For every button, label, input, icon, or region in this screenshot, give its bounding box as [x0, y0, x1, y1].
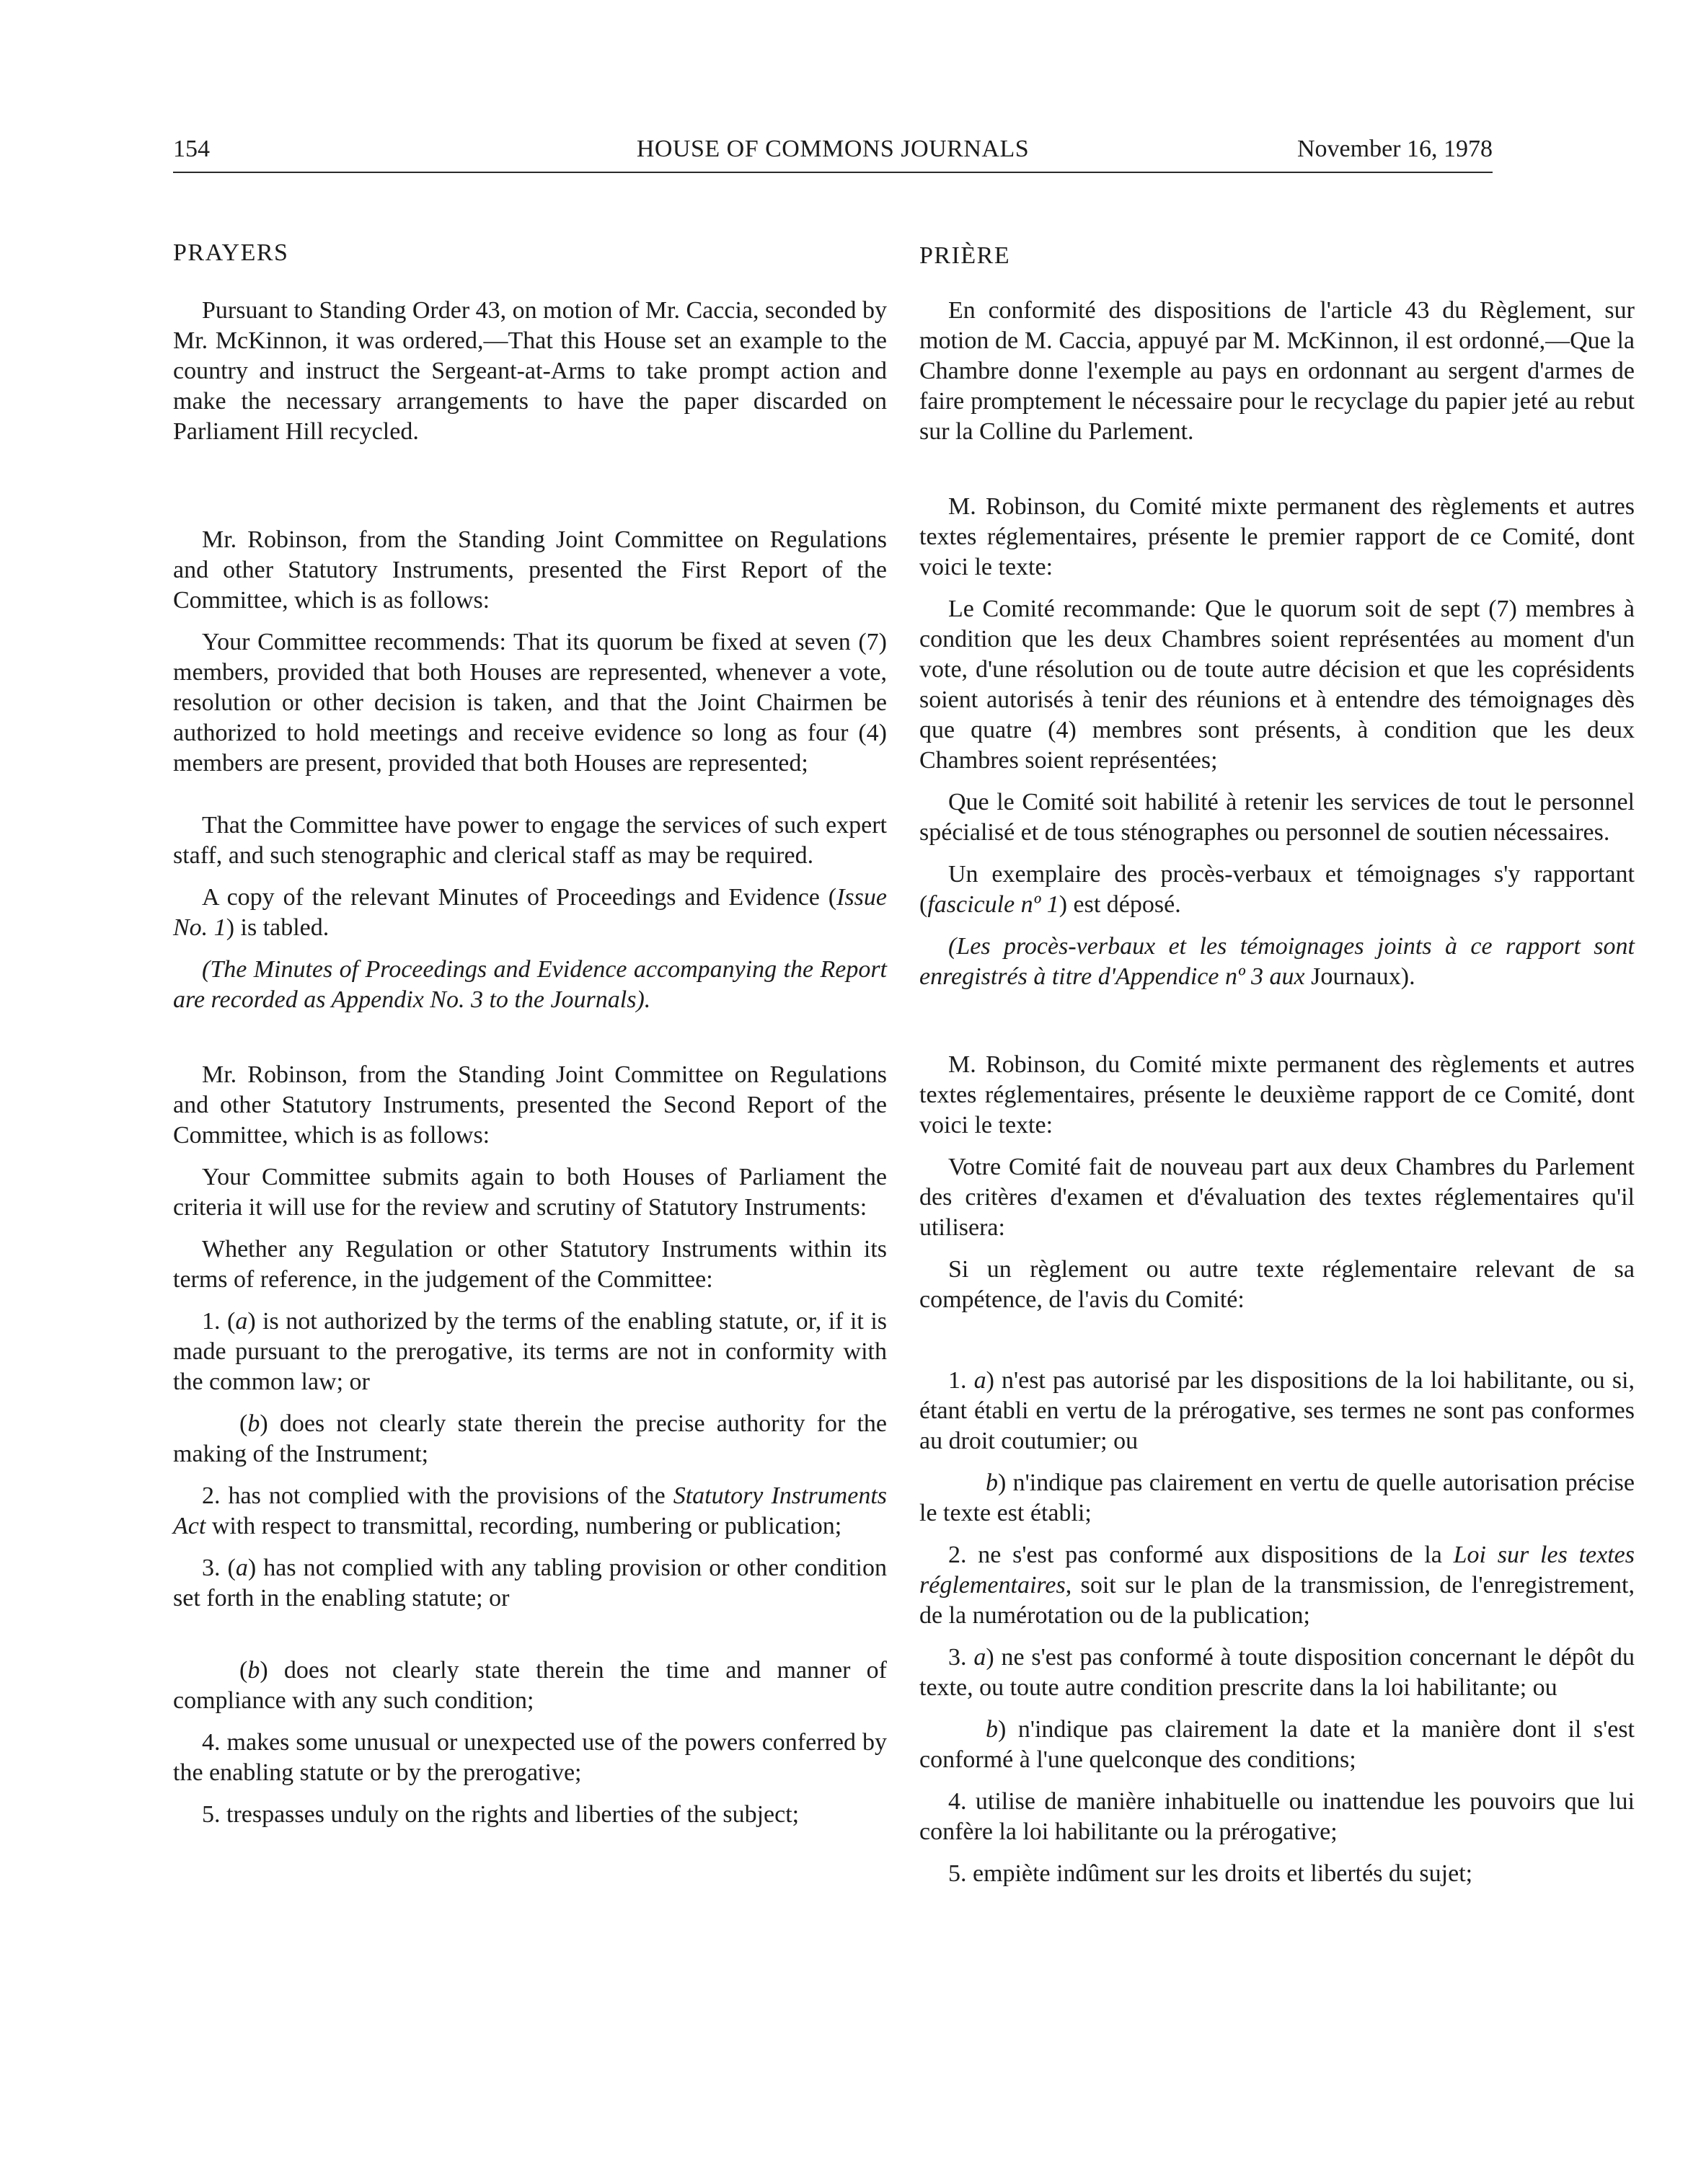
deuxieme-rapport-intro: M. Robinson, du Comité mixte permanent des règlements et autres textes réglementaires, présente le deuxième rapport de ce Comité, dont voici le texte:	[919, 1051, 1635, 1139]
depose-fascicule: fascicule nº 1	[927, 891, 1059, 918]
criterion-1a-text: ) is not authorized by the terms of the enabling statute, or, if it is made pursuant to the prerogative, its terms are not in conformity with the common law; or	[173, 1308, 887, 1395]
appendice-text-a: (Les procès-verbaux et les témoignages joints à ce rapport sont enregistrés à titre d'Appendice nº 3 aux	[919, 933, 1635, 990]
critere-2-text-a: 2. ne s'est pas conformé aux dispositions de la	[948, 1542, 1454, 1568]
critere-3b-text: ) n'indique pas clairement la date et la manière dont il s'est conformé à l'une quelconque des conditions;	[919, 1716, 1635, 1773]
criterion-2-text-b: with respect to transmittal, recording, numbering or publication;	[206, 1513, 842, 1539]
critere-3b	[919, 1715, 1635, 1775]
prayers-motion: Pursuant to Standing Order 43, on motion of Mr. Caccia, seconded by Mr. McKinnon, it was ordered,—That this House set an example to the country and instruct the Sergeant-at-Arms to take prompt action and make the necessary arrangements to have the paper discarded on Parliament Hill recycled.	[173, 297, 887, 445]
first-report-tabled	[173, 883, 887, 943]
criterion-3a	[173, 1553, 887, 1614]
section-heading-prayers: PRAYERS	[173, 239, 289, 266]
second-report-whether: Whether any Regulation or other Statutory Instruments within its terms of reference, in the judgement of the Committee:	[173, 1236, 887, 1293]
appendice-journaux: Journaux	[1311, 963, 1401, 990]
first-report-quorum: Your Committee recommends: That its quorum be fixed at seven (7) members, provided that both Houses are represented, whenever a vote, resolution or other decision is taken, and that the Joint Chairmen be authorized to hold meetings and receive evidence so long as four (4) members are present, provided that both Houses are represented;	[173, 629, 887, 777]
premier-rapport-intro: M. Robinson, du Comité mixte permanent des règlements et autres textes réglementaires, présente le premier rapport de ce Comité, dont voici le texte:	[919, 493, 1635, 580]
second-report-criteria: Your Committee submits again to both Houses of Parliament the criteria it will use for the review and scrutiny of Statutory Instruments:	[173, 1164, 887, 1221]
critere-2-text-b: , soit sur le plan de la transmission, de l'enregistrement, de la numérotation ou de la publication;	[919, 1572, 1635, 1629]
critere-2-loi: Loi sur les textes réglementaires	[919, 1542, 1635, 1599]
criterion-1b-label: (	[239, 1410, 248, 1437]
depose-text-a: Un exemplaire des procès-verbaux et témoignages s'y rapportant (	[919, 861, 1635, 918]
critere-3b-letter: b	[986, 1716, 998, 1743]
journal-date: November 16, 1978	[1296, 136, 1493, 162]
critere-3a-label: 3.	[948, 1644, 974, 1671]
page-header	[173, 136, 1493, 173]
first-report-staff: That the Committee have power to engage the services of such expert staff, and such stenographic and clerical staff as may be required.	[173, 812, 887, 869]
section-heading-priere: PRIÈRE	[919, 242, 1011, 269]
critere-4: 4. utilise de manière inhabituelle ou inattendue les pouvoirs que lui confère la loi habilitante ou la prérogative;	[919, 1788, 1635, 1845]
tabled-text-b: ) is tabled.	[226, 914, 330, 941]
tabled-text-a: A copy of the relevant Minutes of Proceedings and Evidence (	[202, 884, 837, 911]
critere-1a-label: 1.	[948, 1367, 974, 1394]
critere-1a-letter: a	[973, 1367, 986, 1394]
critere-1a-text: ) n'est pas autorisé par les dispositions de la loi habilitante, ou si, étant établi en vertu de la prérogative, ses termes ne sont pas conformes au droit coutumier; ou	[919, 1367, 1635, 1454]
criterion-2	[173, 1481, 887, 1542]
criterion-5: 5. trespasses unduly on the rights and liberties of the subject;	[202, 1801, 800, 1828]
deuxieme-rapport-criteres: Votre Comité fait de nouveau part aux deux Chambres du Parlement des critères d'examen et d'évaluation des textes réglementaires qu'il utilisera:	[919, 1154, 1635, 1241]
appendix-note: (The Minutes of Proceedings and Evidence accompanying the Report are recorded as Appendix No. 3 to the Journals).	[173, 956, 887, 1013]
page-number: 154	[173, 136, 210, 162]
critere-1a	[919, 1366, 1635, 1456]
critere-1b-text: ) n'indique pas clairement en vertu de quelle autorisation précise le texte est établi;	[919, 1469, 1635, 1526]
second-report-intro: Mr. Robinson, from the Standing Joint Committee on Regulations and other Statutory Instruments, presented the Second Report of the Committee, which is as follows:	[173, 1061, 887, 1149]
criterion-1a-label: 1. (	[202, 1308, 236, 1335]
english-column	[173, 238, 887, 1830]
premier-rapport-quorum: Le Comité recommande: Que le quorum soit de sept (7) membres à condition que les deux Chambres soient représentées au moment d'un vote, d'une résolution ou de toute autre décision et que les coprésidents soient autorisés à tenir des réunions et à entendre des témoignages dès que quatre (4) membres sont présents, à condition que les deux Chambres soient représentées;	[919, 596, 1635, 774]
criterion-2-act: Statutory Instruments Act	[173, 1482, 887, 1539]
priere-motion: En conformité des dispositions de l'article 43 du Règlement, sur motion de M. Caccia, appuyé par M. McKinnon, il est ordonné,—Que la Chambre donne l'exemple au pays en ordonnant au sergent d'armes de faire promptement le nécessaire pour le recyclage du papier jeté au rebut sur la Colline du Parlement.	[919, 297, 1635, 445]
first-report-intro: Mr. Robinson, from the Standing Joint Committee on Regulations and other Statutory Instruments, presented the First Report of the Committee, which is as follows:	[173, 526, 887, 614]
critere-5: 5. empiète indûment sur les droits et libertés du sujet;	[948, 1860, 1473, 1887]
criterion-2-text-a: 2. has not complied with the provisions of the	[202, 1482, 673, 1509]
critere-3a-letter: a	[973, 1644, 986, 1671]
deuxieme-rapport-si: Si un règlement ou autre texte réglementaire relevant de sa compétence, de l'avis du Comité:	[919, 1256, 1635, 1313]
premier-rapport-depose	[919, 859, 1635, 920]
criterion-3b	[173, 1655, 887, 1716]
criterion-1a-letter: a	[235, 1308, 248, 1335]
criterion-3b-label: (	[239, 1657, 248, 1684]
criterion-1a	[173, 1307, 887, 1397]
criterion-1b-letter: b	[247, 1410, 260, 1437]
french-column	[919, 238, 1635, 1889]
critere-2	[919, 1540, 1635, 1631]
appendice-note	[919, 932, 1635, 992]
header-rule	[173, 172, 1493, 173]
critere-1b-letter: b	[986, 1469, 998, 1496]
criterion-3a-letter: a	[235, 1555, 248, 1581]
criterion-3b-letter: b	[247, 1657, 260, 1684]
critere-3a-text: ) ne s'est pas conformé à toute disposition concernant le dépôt du texte, ou toute autre condition prescrite dans la loi habilitante; ou	[919, 1644, 1635, 1701]
critere-3a	[919, 1643, 1635, 1703]
appendice-text-b: ).	[1400, 963, 1415, 990]
criterion-3b-text: ) does not clearly state therein the time and manner of compliance with any such condition;	[173, 1657, 887, 1714]
criterion-3a-label: 3. (	[202, 1555, 236, 1581]
tabled-issue: Issue No. 1	[173, 884, 887, 941]
criterion-1b-text: ) does not clearly state therein the precise authority for the making of the Instrument;	[173, 1410, 887, 1467]
criterion-4: 4. makes some unusual or unexpected use of the powers conferred by the enabling statute or by the prerogative;	[173, 1729, 887, 1786]
criterion-1b	[173, 1409, 887, 1469]
depose-text-b: ) est déposé.	[1059, 891, 1181, 918]
critere-1b	[919, 1468, 1635, 1529]
premier-rapport-personnel: Que le Comité soit habilité à retenir les services de tout le personnel spécialisé et de tous sténographes ou personnel de soutien nécessaires.	[919, 789, 1635, 846]
journal-title: HOUSE OF COMMONS JOURNALS	[636, 136, 1030, 162]
criterion-3a-text: ) has not complied with any tabling provision or other condition set forth in the enabling statute; or	[173, 1555, 887, 1612]
